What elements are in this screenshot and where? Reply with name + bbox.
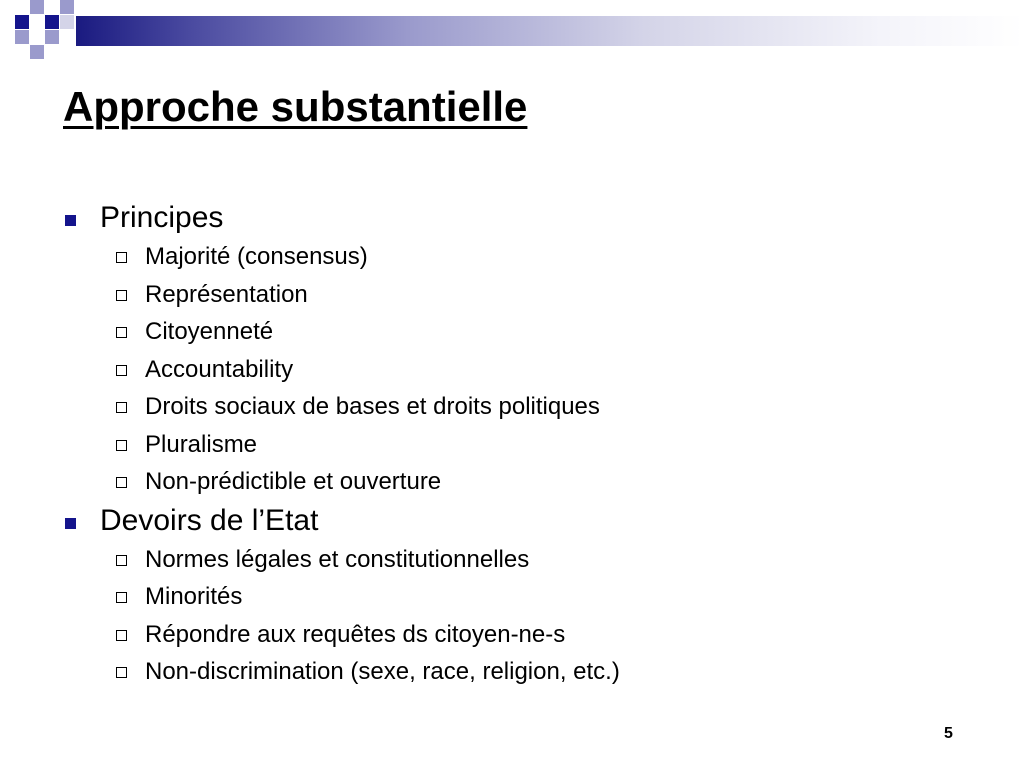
deco-square — [30, 0, 44, 14]
header-gradient-bar — [76, 16, 1024, 46]
hollow-square-bullet-icon — [116, 630, 127, 641]
list-item — [60, 426, 980, 464]
section-heading — [60, 198, 980, 238]
list-item — [60, 351, 980, 389]
list-item — [60, 313, 980, 351]
list-item-text: Citoyenneté — [145, 318, 274, 345]
header-decoration — [0, 0, 1024, 70]
list-item-text: Non-prédictible et ouverture — [145, 468, 442, 495]
deco-square — [45, 30, 59, 44]
deco-square — [30, 45, 44, 59]
bullet-list — [60, 198, 980, 691]
list-item — [60, 463, 980, 501]
list-item — [60, 388, 980, 426]
section-heading-text: Principes — [100, 201, 224, 234]
list-item-text: Représentation — [145, 280, 308, 308]
list-item — [60, 276, 980, 314]
list-item — [60, 541, 980, 579]
hollow-square-bullet-icon — [116, 477, 127, 488]
deco-square — [60, 15, 74, 29]
deco-square — [15, 15, 29, 29]
hollow-square-bullet-icon — [116, 667, 127, 678]
list-item-text: Répondre aux requêtes ds citoyen-ne-s — [145, 620, 566, 648]
list-item — [60, 238, 980, 276]
deco-square — [60, 0, 74, 14]
list-item-text: Normes légales et constitutionnelles — [145, 545, 530, 573]
square-bullet-icon — [65, 518, 76, 529]
list-item — [60, 616, 980, 654]
list-item-text: Pluralisme — [145, 430, 258, 458]
deco-square — [15, 30, 29, 44]
hollow-square-bullet-icon — [116, 365, 127, 376]
list-item — [60, 653, 980, 691]
square-bullet-icon — [65, 215, 76, 226]
slide-title: Approche substantielle — [63, 83, 528, 130]
list-item-text: Droits sociaux de bases et droits politiques — [145, 393, 600, 420]
hollow-square-bullet-icon — [116, 440, 127, 451]
section-heading-text: Devoirs de l’Etat — [100, 503, 319, 537]
slide-number: 5 — [944, 725, 953, 742]
list-item-text: Majorité (consensus) — [145, 243, 368, 270]
hollow-square-bullet-icon — [116, 555, 127, 566]
list-item-text: Non-discrimination (sexe, race, religion, etc.) — [145, 658, 620, 685]
hollow-square-bullet-icon — [116, 592, 127, 603]
hollow-square-bullet-icon — [116, 402, 127, 413]
section-heading — [60, 501, 980, 541]
list-item-text: Accountability — [145, 355, 294, 383]
hollow-square-bullet-icon — [116, 252, 127, 263]
hollow-square-bullet-icon — [116, 327, 127, 338]
deco-square — [45, 15, 59, 29]
hollow-square-bullet-icon — [116, 290, 127, 301]
list-item-text: Minorités — [145, 583, 243, 610]
list-item — [60, 578, 980, 616]
